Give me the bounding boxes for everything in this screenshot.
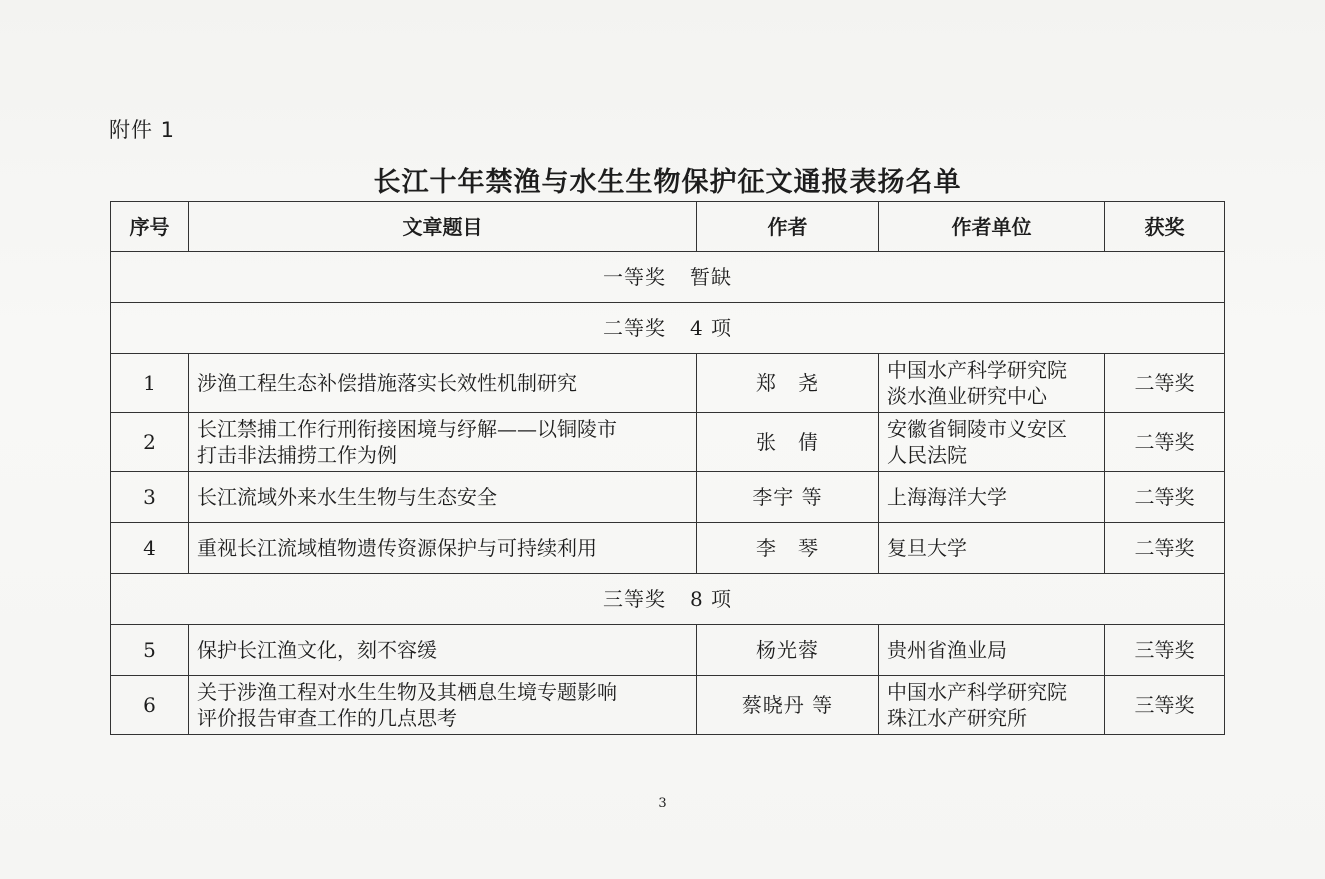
table-header-row	[111, 202, 1225, 252]
section-count: 8 项	[689, 587, 733, 611]
section-count: 4 项	[689, 316, 733, 340]
row-title-line: 评价报告审查工作的几点思考	[197, 706, 457, 730]
attachment-label: 附件 1	[109, 118, 176, 142]
section-cell	[111, 303, 1225, 354]
section-third-prize	[111, 574, 1225, 625]
row-num: 1	[111, 354, 189, 413]
row-title	[189, 676, 697, 735]
awards-table	[110, 201, 1225, 735]
header-unit: 作者单位	[879, 202, 1105, 252]
row-num: 6	[111, 676, 189, 735]
row-award: 三等奖	[1105, 676, 1225, 735]
header-article-title: 文章题目	[189, 202, 697, 252]
section-second-prize	[111, 303, 1225, 354]
row-unit	[879, 354, 1105, 413]
row-num: 5	[111, 625, 189, 676]
section-cell	[111, 252, 1225, 303]
row-author: 杨光蓉	[697, 625, 879, 676]
header-num: 序号	[111, 202, 189, 252]
row-num: 3	[111, 472, 189, 523]
table-row	[111, 523, 1225, 574]
row-num: 2	[111, 413, 189, 472]
row-unit-line: 中国水产科学研究院	[887, 358, 1067, 382]
row-title	[189, 625, 697, 676]
row-title	[189, 354, 697, 413]
table-row	[111, 472, 1225, 523]
section-count: 暂缺	[690, 265, 732, 289]
row-title-line: 保护长江渔文化，刻不容缓	[197, 638, 437, 662]
table-row	[111, 413, 1225, 472]
header-author: 作者	[697, 202, 879, 252]
row-title	[189, 472, 697, 523]
table-row	[111, 354, 1225, 413]
row-award: 二等奖	[1105, 413, 1225, 472]
row-award: 三等奖	[1105, 625, 1225, 676]
row-unit-line: 上海海洋大学	[887, 485, 1007, 509]
row-unit	[879, 676, 1105, 735]
row-title	[189, 413, 697, 472]
row-title-line: 涉渔工程生态补偿措施落实长效性机制研究	[197, 371, 577, 395]
section-label: 一等奖	[603, 265, 666, 289]
row-award: 二等奖	[1105, 472, 1225, 523]
row-author: 李宇 等	[697, 472, 879, 523]
row-unit-line: 中国水产科学研究院	[887, 680, 1067, 704]
section-label: 二等奖	[602, 316, 666, 340]
row-title-line: 重视长江流域植物遗传资源保护与可持续利用	[197, 536, 597, 560]
row-unit-line: 安徽省铜陵市义安区	[887, 417, 1067, 441]
row-unit-line: 珠江水产研究所	[887, 706, 1027, 730]
row-author: 李 琴	[697, 523, 879, 574]
row-unit	[879, 625, 1105, 676]
row-unit	[879, 413, 1105, 472]
row-unit-line: 贵州省渔业局	[887, 638, 1007, 662]
row-award: 二等奖	[1105, 523, 1225, 574]
document-title: 长江十年禁渔与水生生物保护征文通报表扬名单	[373, 167, 962, 198]
page-number: 3	[658, 796, 667, 811]
row-author: 蔡晓丹 等	[697, 676, 879, 735]
row-unit-line: 复旦大学	[887, 536, 967, 560]
row-unit-line: 人民法院	[887, 443, 967, 467]
row-author: 张 倩	[697, 413, 879, 472]
row-num: 4	[111, 523, 189, 574]
section-label: 三等奖	[602, 587, 666, 611]
row-unit-line: 淡水渔业研究中心	[887, 384, 1047, 408]
section-cell	[111, 574, 1225, 625]
row-unit	[879, 472, 1105, 523]
section-first-prize	[111, 252, 1225, 303]
row-author: 郑 尧	[697, 354, 879, 413]
header-award: 获奖	[1105, 202, 1225, 252]
row-title-line: 关于涉渔工程对水生生物及其栖息生境专题影响	[197, 680, 617, 704]
row-title-line: 长江流域外来水生生物与生态安全	[197, 485, 497, 509]
row-title-line: 打击非法捕捞工作为例	[197, 443, 397, 467]
row-title	[189, 523, 697, 574]
table-row	[111, 625, 1225, 676]
row-award: 二等奖	[1105, 354, 1225, 413]
row-title-line: 长江禁捕工作行刑衔接困境与纾解——以铜陵市	[197, 417, 617, 441]
row-unit	[879, 523, 1105, 574]
table-row	[111, 676, 1225, 735]
